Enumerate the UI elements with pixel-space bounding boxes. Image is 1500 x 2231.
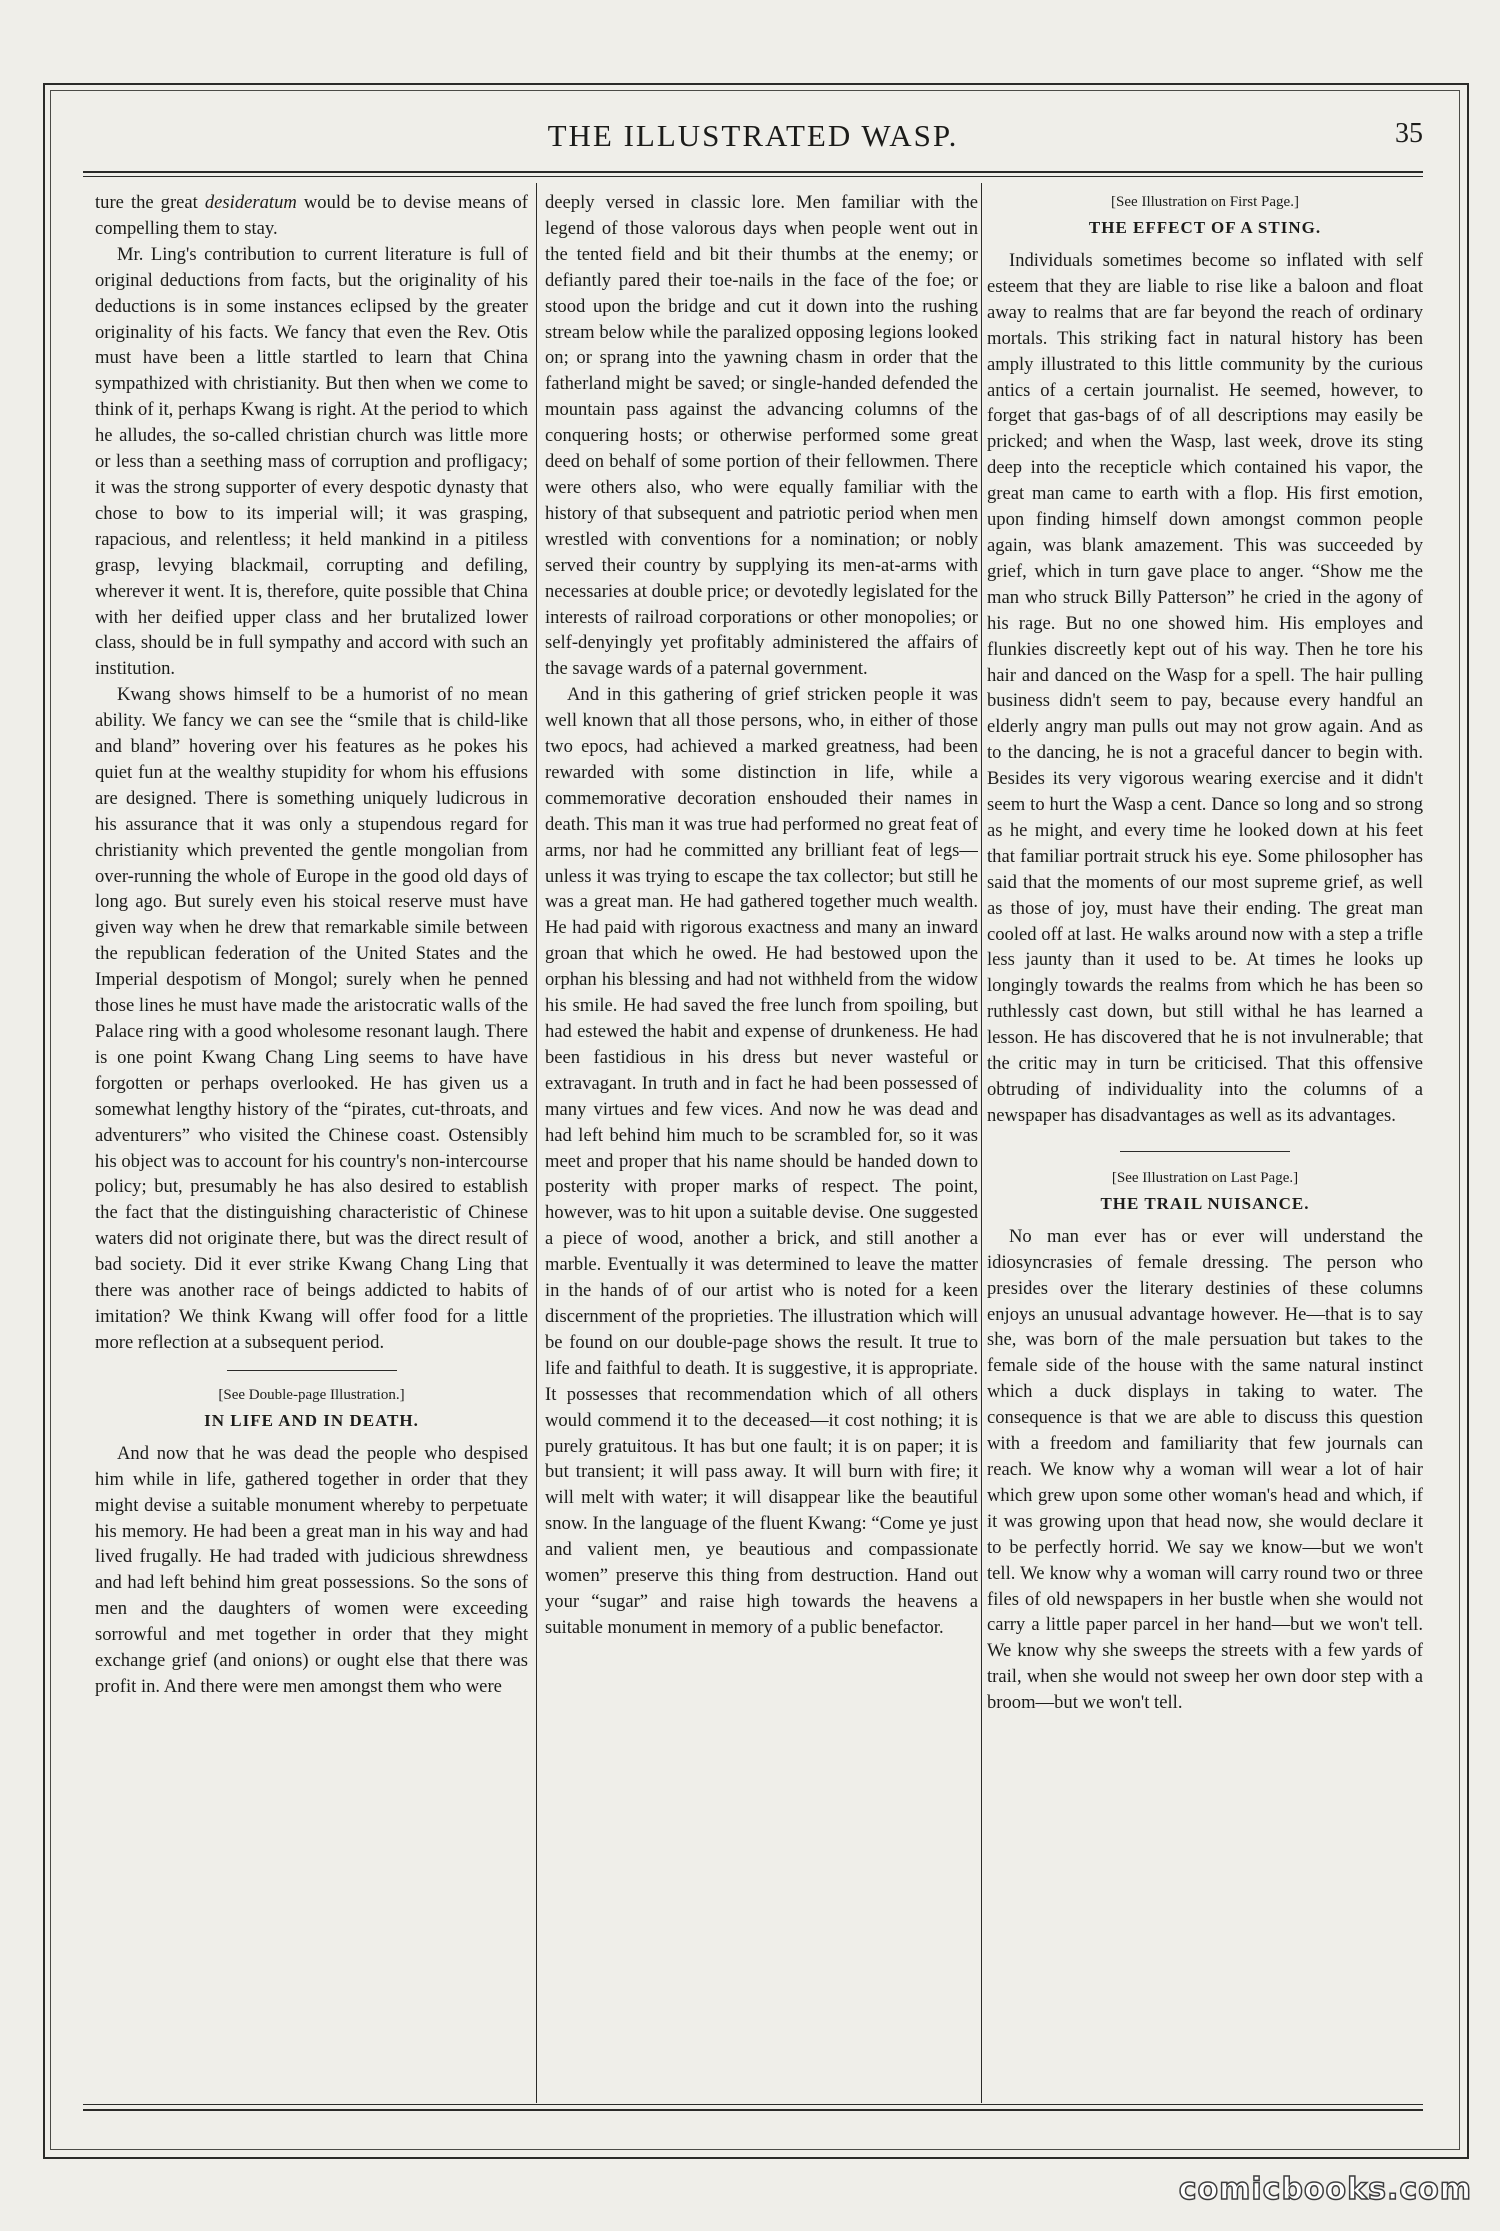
page-header: [83, 118, 1423, 170]
column-1: [95, 190, 528, 2105]
illustration-note: [See Double-page Illustration.]: [218, 1386, 405, 1403]
col2-paragraph: And in this gathering of grief stricken people it was well known that all those persons, who, in either of those two epocs, had achieved a marked greatness, had been rewarded with some distinction in life, while a commemorative decoration enshouded their names in death. This man it was true had performed no great feat of arms, nor had he committed any brilliant feat of legs—unless it was trying to escape the tax collector; but still he was a great man. He had gathered together much wealth. He had paid with rigorous exactness and many an inward groan that which he owed. He had bestowed upon the orphan his blessing and had not withheld from the widow his smile. He had saved the free lunch from spoiling, but had estewed the habit and expense of drunkeness. He had been fastidious in his dress but never wasteful or extravagant. In truth and in fact he had been possessed of many virtues and few vices. And now he was dead and had left behind him much to be scrambled for, so it was meet and proper that his name should be handed down to posterity with proper marks of respect. The point, however, was to hit upon a suitable devise. One suggested a piece of wood, another a brick, and still another a marble. Eventually it was determined to leave the matter in the hands of of our artist who is noted for a keen discernment of the proprieties. The illustration which will be found on our double-page shows the result. It true to life and faithful to death. It is suggestive, it is appropriate. It possesses that recommendation which of all others would commend it to the deceased—it cost nothing; it is purely gratuitous. It has but one fault; it is on paper; it is but transient; it will pass away. It will burn with fire; it will melt with water; it will disappear like the beautiful snow. In the language of the fluent Kwang: “Come ye just and valient men, ye beautious and compassionate women” preserve this thing from destruction. Hand out your “sugar” and raise high towards the heavens a suitable monument in memory of a public benefactor.: [545, 684, 978, 1638]
site-watermark: comicbooks.com: [1178, 2172, 1472, 2207]
column-divider-1: [536, 183, 537, 2103]
section-title: THE TRAIL NUISANCE.: [1100, 1193, 1310, 1213]
page-number: 35: [1395, 118, 1423, 149]
footer-rule: [83, 2104, 1423, 2105]
masthead-title: THE ILLUSTRATED WASP.: [547, 118, 959, 153]
text-run: would be to devise means of compelling them to stay.: [95, 192, 528, 239]
col3-paragraph: No man ever has or ever will understand the idiosyncrasies of female dressing. The person who presides over the literary destinies of these columns enjoys an unusual advantage however. He—that is to say she, was born of the male persuation but takes to the female side of the house with the same natural instinct which a duck displays in taking to water. The consequence is that we are able to discuss this question with a freedom and familiarity that few journals can reach. We know why a woman will wear a lot of hair which grew upon some other woman's head and which, if it was growing upon that head now, she would declare it to be perfectly horrid. We say we know—but we won't tell. We know why a woman will carry round two or three files of old newspapers in her bustle when she would not carry a little paper parcel in her hand—but we won't tell. We know why she sweeps the streets with a few yards of trail, when she would not sweep her own door step with a broom—but we won't tell.: [987, 1225, 1423, 1714]
illustration-note: [See Illustration on First Page.]: [1111, 194, 1299, 210]
header-rule: [83, 171, 1423, 173]
col1-paragraph: Mr. Ling's contribution to current literature is full of original deductions from facts, but the originality of his deductions is in some instances eclipsed by the greater originality of his facts. We fancy that even the Rev. Otis must have been a little startled to learn that China sympathized with christianity. But then when we come to think of it, perhaps Kwang is right. At the period to which he alludes, the so-called christian church was little more or less than a seething mass of corruption and profligacy; it was the strong supporter of every despotic dynasty that chose to bow to its imperial will; it was grasping, rapacious, and relentless; it held mankind in a pitiless grasp, levying blackmail, corrupting and defiling, wherever it went. It is, therefore, quite possible that China with her deified upper class and her brutalized lower class, should be in full sympathy and accord with such an institution.: [95, 243, 528, 680]
illustration-note: [See Illustration on Last Page.]: [1111, 1169, 1299, 1186]
col1-paragraph-continued: [95, 190, 528, 242]
header-rule-thin: [83, 176, 1423, 177]
col1-paragraph: And now that he was dead the people who despised him while in life, gathered together in order that they might devise a suitable monument whereby to perpetuate his memory. He had been a great man in his way and had lived frugally. He had traded with judicious shrewdness and had left behind him great possessions. So the sons of men and the daughters of women were exceeding sorrowful and met together in order that they might exchange grief (and onions) or ought else that there was profit in. And there were men amongst them who were: [95, 1442, 528, 1697]
section-title: IN LIFE AND IN DEATH.: [204, 1410, 419, 1430]
column-2: [545, 190, 978, 2105]
column-3: [987, 190, 1423, 2105]
col1-paragraph: Kwang shows himself to be a humorist of no mean ability. We fancy we can see the “smile that is child-like and bland” hovering over his features as he pokes his quiet fun at the wealthy stupidity for whom his effusions are designed. There is something uniquely ludicrous in his assurance that it was only a stupendous regard for christianity which prevented the gentle mongolian from over-running the whole of Europe in the good old days of long ago. But surely even his stoical reserve must have given way when he drew that remarkable simile between the republican federation of the United States and the Imperial despotism of Mongol; surely when he penned those lines he must have made the aristocratic walls of the Palace ring with a good wholesome resonant laugh. There is one point Kwang Chang Ling seems to have have forgotten or perhaps overlooked. He has given us a somewhat lengthy history of the “pirates, cut-throats, and adventurers” who visited the Chinese coast. Ostensibly his object was to account for his country's non-intercourse policy; but, presumably he has also desired to establish the fact that the distinguishing characteristic of Chinese waters did not originate there, but was the direct result of bad society. Did it ever strike Kwang Chang Ling that there was another race of beings addicted to habits of imitation? We think Kwang will offer food for a little more reflection at a subsequent period.: [95, 684, 528, 1353]
column-divider-2: [981, 183, 982, 2103]
text-run: ture the great: [95, 192, 205, 213]
italic-term: desideratum: [204, 192, 297, 213]
section-title: THE EFFECT OF A STING.: [1088, 218, 1322, 237]
footer-rule-thick: [83, 2109, 1423, 2111]
col3-paragraph: Individuals sometimes become so inflated with self esteem that they are liable to rise like a baloon and float away to realms that are far beyond the reach of ordinary mortals. This striking fact in natural history has been amply illustrated to this little community by the curious antics of a certain journalist. He seemed, however, to forget that gas-bags of of all descriptions may easily be pricked; and when the Wasp, last week, drove its sting deep into the recepticle which contained his vapor, the great man came to earth with a flop. His first emotion, upon finding himself down amongst common people again, was blank amazement. This was succeeded by grief, which in turn gave place to anger. “Show me the man who struck Billy Patterson” he cried in the agony of his rage. But no one showed him. His employes and flunkies discreetly kept out of his way. Then he tore his hair and danced on the Wasp for a spell. The hair pulling business didn't seem to pay, because every handful an elderly angry man pulls out may not grow again. And as to the dancing, he is not a graceful dancer to begin with. Besides its very vigorous wearing exercise and it didn't seem to hurt the Wasp a cent. Dance so long and so strong as he might, and every time he looked down at his feet that familiar portrait struck his eye. Some philosopher has said that the moments of our most supreme grief, as well as those of joy, must have their ending. The great man cooled off at last. He walks around now with a step a trifle less jaunty than it used to be. At times he looks up longingly towards the realms from which he has been so ruthlessly cast down, but still withal he has learned a lesson. He has discovered that he is not invulnerable; that the critic may in turn be criticised. That this offensive obtruding of individuality into the columns of a newspaper has disadvantages as well as its advantages.: [987, 250, 1423, 1126]
col2-paragraph-continued: deeply versed in classic lore. Men familiar with the legend of those valorous days when people went out in the tented field and bit their thumbs at the enemy; or defiantly pared their toe-nails in the face of the foe; or stood upon the bridge and cut it down into the rushing stream below while the paralized opposing legions looked on; or sprang into the yawning chasm in order that the fatherland might be saved; or single-handed defended the mountain pass against the advancing columns of the conquering hosts; or otherwise performed some great deed on behalf of some portion of their fellowmen. There were others also, who were equally familiar with the history of that subsequent and patriotic period when men wrestled with conventions for a nomination; or nobly served their country by supplying its men-at-arms with necessaries at double price; or devotedly legislated for the interests of railroad corporations or other monopolies; or self-denyingly yet profitably administered the affairs of the savage wards of a paternal government.: [545, 192, 978, 680]
